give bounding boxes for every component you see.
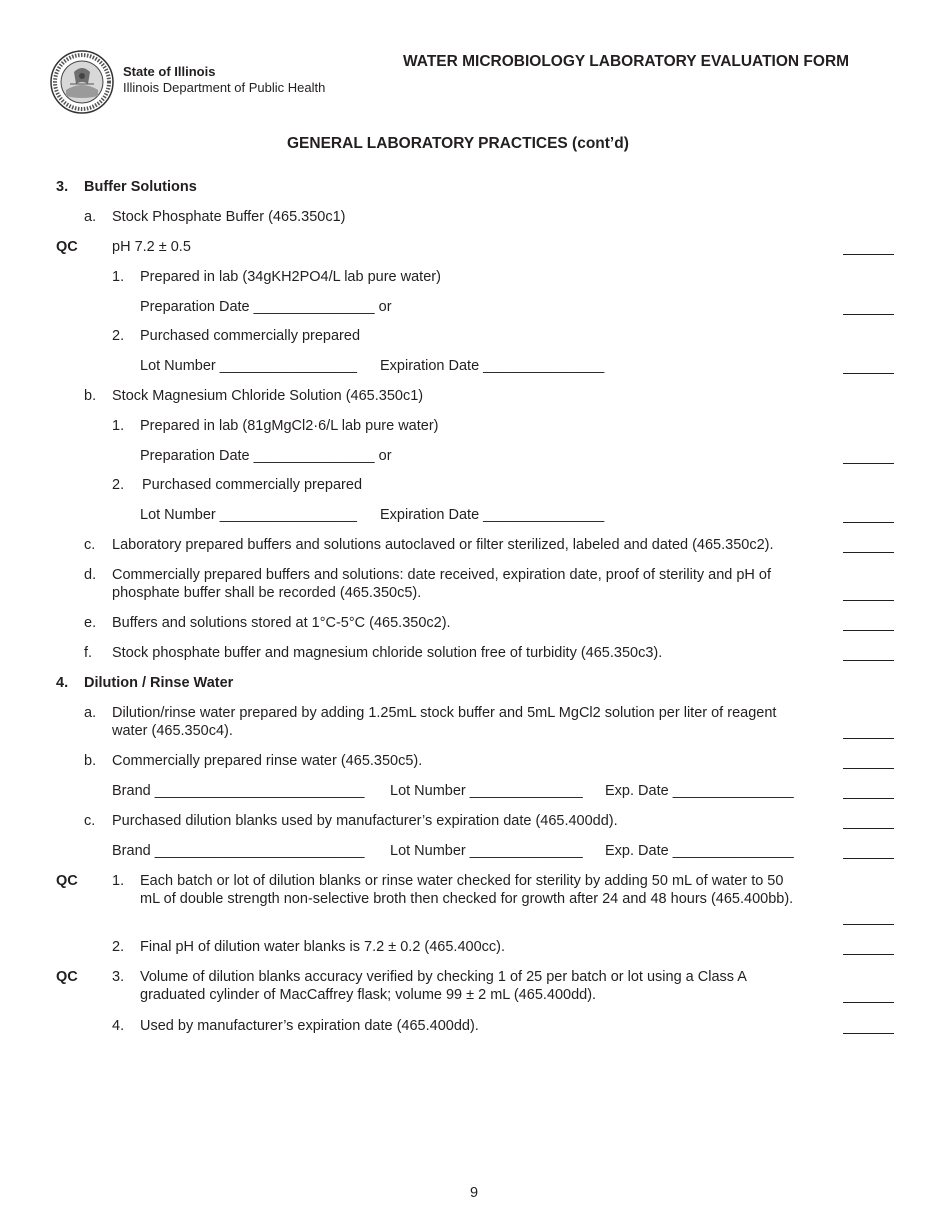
- section-4-number: 4.: [56, 675, 69, 691]
- item-4-2-number: 2.: [112, 939, 125, 955]
- checkbox-blank[interactable]: [843, 1033, 894, 1034]
- item-3d-letter: d.: [84, 567, 97, 583]
- preparation-date-field[interactable]: Preparation Date _______________ or: [140, 448, 392, 464]
- checkbox-blank[interactable]: [843, 768, 894, 769]
- item-3d-text: Commercially prepared buffers and solutions: date received, expiration date, proof of sterility and pH of phosphate buffer shall be recorded (465.350c5).: [112, 567, 772, 601]
- item-4-1-number: 1.: [112, 873, 125, 889]
- item-3b-letter: b.: [84, 388, 97, 404]
- checkbox-blank[interactable]: [843, 552, 894, 553]
- checkbox-blank[interactable]: [843, 600, 894, 601]
- item-4a-letter: a.: [84, 705, 97, 721]
- checkbox-blank[interactable]: [843, 373, 894, 374]
- form-title: WATER MICROBIOLOGY LABORATORY EVALUATION FORM: [403, 53, 850, 70]
- page-number: 9: [470, 1185, 479, 1201]
- item-4-3-text: Volume of dilution blanks accuracy verified by checking 1 of 25 per batch or lot using a Class A graduated cylinder of MacCaffrey flask; volume 99 ± 2 mL (465.400dd).: [140, 969, 747, 1003]
- exp-date-field[interactable]: Exp. Date _______________: [605, 843, 794, 859]
- qc-label: QC: [56, 969, 78, 985]
- checkbox-blank[interactable]: [843, 254, 894, 255]
- checkbox-blank[interactable]: [843, 463, 894, 464]
- item-3c-letter: c.: [84, 537, 96, 553]
- item-4-2-text: Final pH of dilution water blanks is 7.2 ± 0.2 (465.400cc).: [140, 939, 506, 955]
- item-4-1-text: Each batch or lot of dilution blanks or rinse water checked for sterility by adding 50 mL of water to 50 mL of double strength non-selective broth then checked for growth after 24 and 48 hours (465.400bb).: [140, 873, 794, 907]
- preparation-date-field[interactable]: Preparation Date _______________ or: [140, 299, 392, 315]
- item-3a2-text: Purchased commercially prepared: [140, 328, 361, 344]
- item-3b1-number: 1.: [112, 418, 125, 434]
- brand-field[interactable]: Brand __________________________: [112, 843, 365, 859]
- item-4c-letter: c.: [84, 813, 96, 829]
- item-4-4-text: Used by manufacturer’s expiration date (465.400dd).: [140, 1018, 479, 1034]
- checkbox-blank[interactable]: [843, 630, 894, 631]
- item-3a-letter: a.: [84, 209, 97, 225]
- lot-number-field[interactable]: Lot Number ______________: [390, 783, 583, 799]
- section-3-number: 3.: [56, 179, 69, 195]
- section-title: GENERAL LABORATORY PRACTICES (cont’d): [287, 135, 629, 152]
- checkbox-blank[interactable]: [843, 924, 894, 925]
- brand-field[interactable]: Brand __________________________: [112, 783, 365, 799]
- item-4b-letter: b.: [84, 753, 97, 769]
- checkbox-blank[interactable]: [843, 798, 894, 799]
- checkbox-blank[interactable]: [843, 828, 894, 829]
- item-3a-text: Stock Phosphate Buffer (465.350c1): [112, 209, 346, 225]
- item-4-3-number: 3.: [112, 969, 125, 985]
- checkbox-blank[interactable]: [843, 738, 894, 739]
- department-name: Illinois Department of Public Health: [123, 80, 326, 95]
- ph-requirement: pH 7.2 ± 0.5: [112, 239, 191, 255]
- item-3e-text: Buffers and solutions stored at 1°C-5°C (465.350c2).: [112, 615, 451, 631]
- qc-label: QC: [56, 873, 78, 889]
- lot-number-field[interactable]: Lot Number ______________: [390, 843, 583, 859]
- lot-number-field[interactable]: Lot Number _________________: [140, 358, 357, 374]
- item-4-4-number: 4.: [112, 1018, 125, 1034]
- item-3b2-text: Purchased commercially prepared: [142, 477, 363, 493]
- item-3a2-number: 2.: [112, 328, 125, 344]
- item-3b1-text: Prepared in lab (81gMgCl2·6/L lab pure water): [140, 418, 439, 434]
- checkbox-blank[interactable]: [843, 522, 894, 523]
- expiration-date-field[interactable]: Expiration Date _______________: [380, 358, 605, 374]
- qc-label: QC: [56, 239, 78, 255]
- item-3b-text: Stock Magnesium Chloride Solution (465.350c1): [112, 388, 424, 404]
- item-3f-letter: f.: [84, 645, 93, 661]
- checkbox-blank[interactable]: [843, 314, 894, 315]
- checkbox-blank[interactable]: [843, 660, 894, 661]
- item-4b-text: Commercially prepared rinse water (465.350c5).: [112, 753, 423, 769]
- exp-date-field[interactable]: Exp. Date _______________: [605, 783, 794, 799]
- item-3a1-number: 1.: [112, 269, 125, 285]
- illinois-state-seal-icon: [50, 50, 114, 114]
- state-name: State of Illinois: [123, 64, 216, 79]
- item-3e-letter: e.: [84, 615, 97, 631]
- item-4c-text: Purchased dilution blanks used by manufacturer’s expiration date (465.400dd).: [112, 813, 618, 829]
- item-3a1-text: Prepared in lab (34gKH2PO4/L lab pure water): [140, 269, 441, 285]
- item-4a-text: Dilution/rinse water prepared by adding 1.25mL stock buffer and 5mL MgCl2 solution per liter of reagent water (465.350c4).: [112, 705, 777, 739]
- item-3c-text: Laboratory prepared buffers and solutions autoclaved or filter sterilized, labeled and dated (465.350c2).: [112, 537, 774, 553]
- checkbox-blank[interactable]: [843, 1002, 894, 1003]
- section-4-title: Dilution / Rinse Water: [84, 675, 234, 691]
- checkbox-blank[interactable]: [843, 954, 894, 955]
- expiration-date-field[interactable]: Expiration Date _______________: [380, 507, 605, 523]
- section-3-title: Buffer Solutions: [84, 179, 197, 195]
- item-3f-text: Stock phosphate buffer and magnesium chloride solution free of turbidity (465.350c3).: [112, 645, 663, 661]
- item-3b2-number: 2.: [112, 477, 125, 493]
- checkbox-blank[interactable]: [843, 858, 894, 859]
- lot-number-field[interactable]: Lot Number _________________: [140, 507, 357, 523]
